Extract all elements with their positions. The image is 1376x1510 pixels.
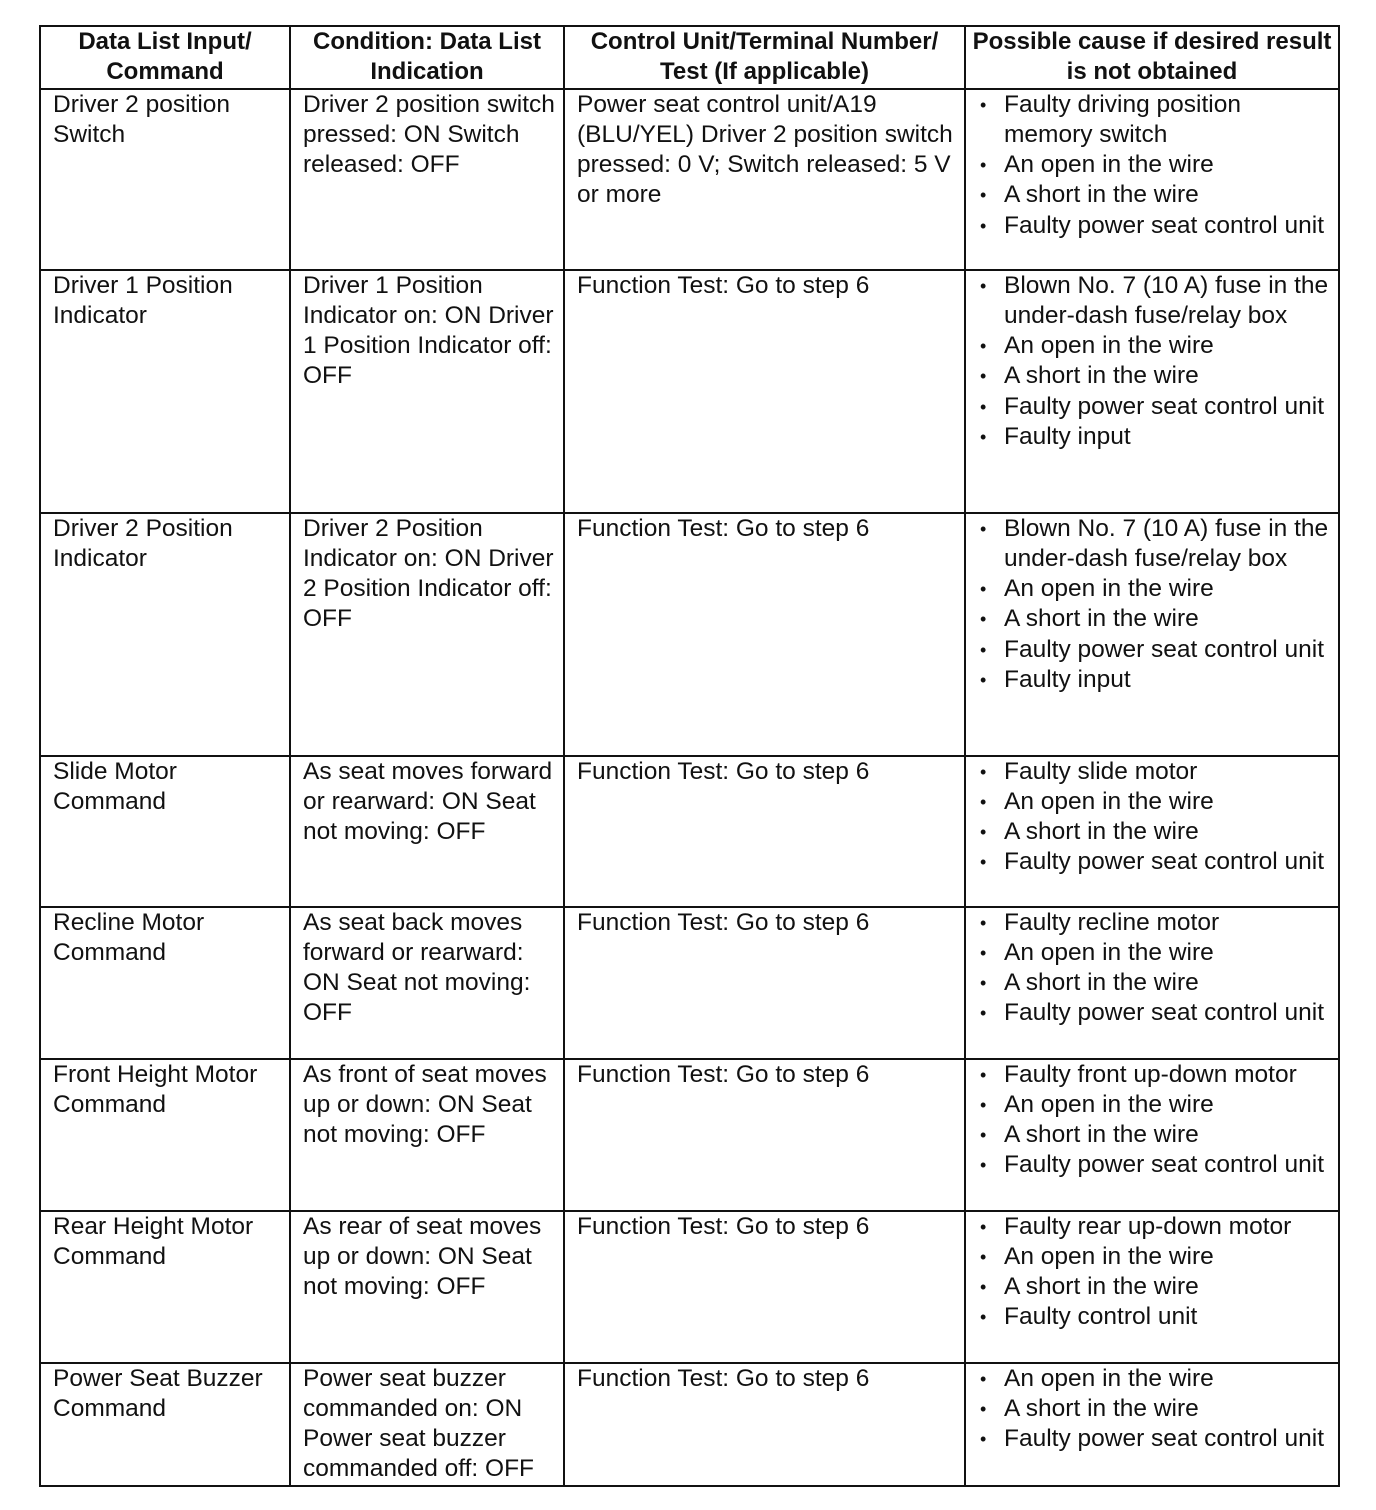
cause-list-item: • An open in the wire xyxy=(978,331,1330,361)
cause-list-item: • A short in the wire xyxy=(978,1120,1330,1150)
cause-list xyxy=(978,271,1330,453)
cause-list-item: • Blown No. 7 (10 A) fuse in the under-dash fuse/relay box xyxy=(978,271,1330,332)
cell-control-unit: Function Test: Go to step 6 xyxy=(564,1059,965,1211)
cause-list-item: • Faulty front up-down motor xyxy=(978,1060,1330,1090)
cause-list xyxy=(978,514,1330,696)
cause-list xyxy=(978,1060,1330,1181)
cause-list-item: • An open in the wire xyxy=(978,1364,1330,1394)
data-list-table xyxy=(39,25,1340,1487)
cell-possible-causes xyxy=(965,756,1339,907)
cause-list-item: • A short in the wire xyxy=(978,1272,1330,1302)
cell-condition: Driver 2 position switch pressed: ON Switch released: OFF xyxy=(290,89,564,270)
cause-list-item: • Faulty rear up-down motor xyxy=(978,1212,1330,1242)
cause-list xyxy=(978,1212,1330,1333)
cause-list-item: • Faulty driving position memory switch xyxy=(978,90,1330,151)
cause-list-item: • Faulty slide motor xyxy=(978,757,1330,787)
cell-possible-causes xyxy=(965,270,1339,513)
cell-possible-causes xyxy=(965,1059,1339,1211)
cause-list xyxy=(978,757,1330,878)
cell-input-command: Front Height Motor Command xyxy=(40,1059,290,1211)
cause-list-item: • An open in the wire xyxy=(978,150,1330,180)
header-control-unit: Control Unit/Terminal Number/ Test (If applicable) xyxy=(564,26,965,89)
cell-possible-causes xyxy=(965,1363,1339,1486)
cell-control-unit: Function Test: Go to step 6 xyxy=(564,1363,965,1486)
cell-control-unit: Function Test: Go to step 6 xyxy=(564,756,965,907)
cause-list-item: • Faulty recline motor xyxy=(978,908,1330,938)
cause-list xyxy=(978,90,1330,241)
cell-condition: Driver 1 Position Indicator on: ON Driver 1 Position Indicator off: OFF xyxy=(290,270,564,513)
cell-input-command: Slide Motor Command xyxy=(40,756,290,907)
cause-list-item: • Faulty input xyxy=(978,422,1330,452)
table-row xyxy=(40,1059,1339,1211)
table-row xyxy=(40,270,1339,513)
cell-input-command: Power Seat Buzzer Command xyxy=(40,1363,290,1486)
cell-control-unit: Function Test: Go to step 6 xyxy=(564,513,965,756)
cause-list-item: • Faulty power seat control unit xyxy=(978,635,1330,665)
cause-list-item: • An open in the wire xyxy=(978,1242,1330,1272)
cell-input-command: Driver 1 Position Indicator xyxy=(40,270,290,513)
cell-control-unit: Power seat control unit/A19 (BLU/YEL) Driver 2 position switch pressed: 0 V; Switch released: 5 V or more xyxy=(564,89,965,270)
cell-control-unit: Function Test: Go to step 6 xyxy=(564,1211,965,1363)
table-row xyxy=(40,513,1339,756)
table-row xyxy=(40,1363,1339,1486)
cause-list-item: • An open in the wire xyxy=(978,574,1330,604)
cell-input-command: Rear Height Motor Command xyxy=(40,1211,290,1363)
header-input-command: Data List Input/ Command xyxy=(40,26,290,89)
header-condition: Condition: Data List Indication xyxy=(290,26,564,89)
cell-possible-causes xyxy=(965,1211,1339,1363)
cell-condition: Power seat buzzer commanded on: ON Power seat buzzer commanded off: OFF xyxy=(290,1363,564,1486)
cell-possible-causes xyxy=(965,513,1339,756)
cell-possible-causes xyxy=(965,89,1339,270)
cause-list-item: • Faulty control unit xyxy=(978,1302,1330,1332)
cause-list xyxy=(978,1364,1330,1455)
cell-input-command: Driver 2 Position Indicator xyxy=(40,513,290,756)
cause-list-item: • A short in the wire xyxy=(978,361,1330,391)
cell-input-command: Driver 2 position Switch xyxy=(40,89,290,270)
cause-list-item: • A short in the wire xyxy=(978,604,1330,634)
cause-list-item: • An open in the wire xyxy=(978,938,1330,968)
cell-condition: As rear of seat moves up or down: ON Seat not moving: OFF xyxy=(290,1211,564,1363)
cell-condition: As seat back moves forward or rearward: ON Seat not moving: OFF xyxy=(290,907,564,1059)
cause-list-item: • A short in the wire xyxy=(978,1394,1330,1424)
cause-list-item: • Faulty input xyxy=(978,665,1330,695)
cause-list-item: • Faulty power seat control unit xyxy=(978,1424,1330,1454)
cell-control-unit: Function Test: Go to step 6 xyxy=(564,907,965,1059)
cause-list xyxy=(978,908,1330,1029)
header-possible-cause: Possible cause if desired result is not obtained xyxy=(965,26,1339,89)
header-row xyxy=(40,26,1339,89)
cell-possible-causes xyxy=(965,907,1339,1059)
cell-input-command: Recline Motor Command xyxy=(40,907,290,1059)
cause-list-item: • A short in the wire xyxy=(978,180,1330,210)
cause-list-item: • Blown No. 7 (10 A) fuse in the under-dash fuse/relay box xyxy=(978,514,1330,575)
table-body xyxy=(40,89,1339,1486)
cause-list-item: • Faulty power seat control unit xyxy=(978,998,1330,1028)
cell-control-unit: Function Test: Go to step 6 xyxy=(564,270,965,513)
cell-condition: As front of seat moves up or down: ON Seat not moving: OFF xyxy=(290,1059,564,1211)
cause-list-item: • An open in the wire xyxy=(978,1090,1330,1120)
cause-list-item: • Faulty power seat control unit xyxy=(978,847,1330,877)
cause-list-item: • Faulty power seat control unit xyxy=(978,392,1330,422)
cause-list-item: • A short in the wire xyxy=(978,968,1330,998)
cause-list-item: • Faulty power seat control unit xyxy=(978,1150,1330,1180)
cell-condition: Driver 2 Position Indicator on: ON Driver 2 Position Indicator off: OFF xyxy=(290,513,564,756)
cell-condition: As seat moves forward or rearward: ON Seat not moving: OFF xyxy=(290,756,564,907)
cause-list-item: • An open in the wire xyxy=(978,787,1330,817)
table-row xyxy=(40,89,1339,270)
table-row xyxy=(40,1211,1339,1363)
table-row xyxy=(40,756,1339,907)
table-row xyxy=(40,907,1339,1059)
cause-list-item: • A short in the wire xyxy=(978,817,1330,847)
cause-list-item: • Faulty power seat control unit xyxy=(978,211,1330,241)
